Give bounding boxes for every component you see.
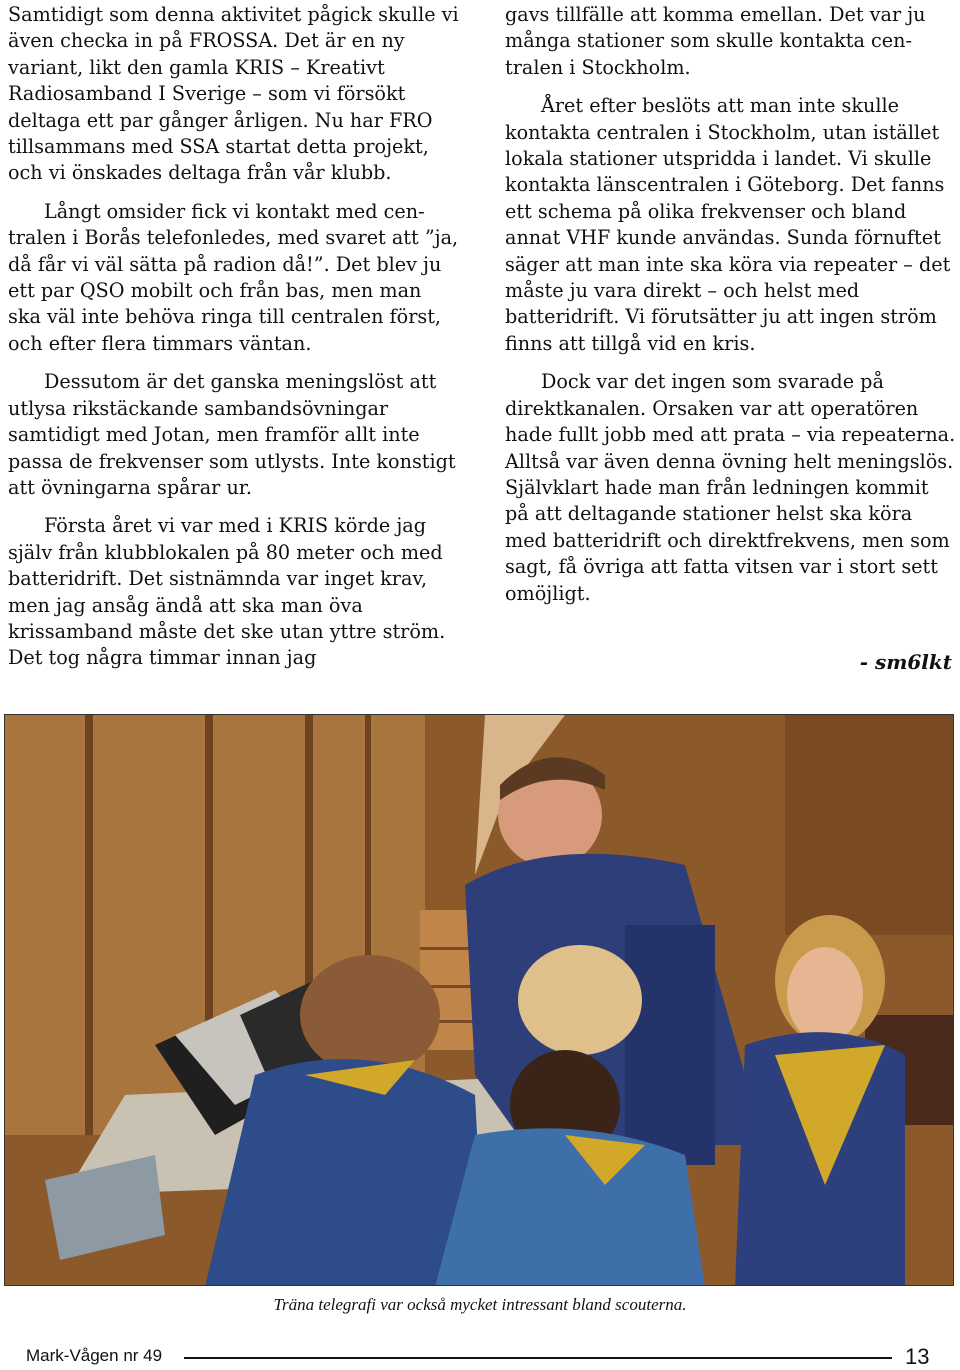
right-column bbox=[505, 2, 957, 619]
author-signature: - sm6lkt bbox=[859, 650, 952, 674]
paragraph: Första året vi var med i KRIS körde jag själv från klubblokalen på 80 meter och med batteridrift. Det sistnämnda var inget krav, men jag ansåg ändå att ska man öva krissamband måste det ske utan yttre ström. Det tog några timmar innan jag bbox=[8, 514, 446, 670]
left-column bbox=[8, 2, 460, 684]
paragraph: Dock var det ingen som svarade på direktkanalen. Orsaken var att operatören hade fullt jobb med att prata – via repeaterna. Alltså var även denna övning helt meningslös. Självklart hade man från ledningen kommit på att deltagande stationer helst ska köra med batteridrift och direktfrekvens, men som sagt, få övriga att fatta vitsen var i stort sett omöjligt. bbox=[505, 370, 956, 605]
photo-caption: Träna telegrafi var också mycket intressant bland scouterna. bbox=[273, 1295, 687, 1314]
paragraph: Dessutom är det ganska meningslöst att utlysa rikstäckande sambandsövningar samtidigt med Jotan, men framför allt inte passa de frekvenser som utlysts. Inte konstigt att övningarna spårar ur. bbox=[8, 370, 456, 499]
page-number: 13 bbox=[905, 1344, 930, 1369]
paragraph: Året efter beslöts att man inte skulle kontakta centralen i Stockholm, utan istället lokala stationer utspridda i landet. Vi skulle kontakta länscentralen i Göteborg. Det fanns ett schema på olika frekvenser och bland annat VHF kunde användas. Sunda förnuftet säger att man inte ska köra via repeater – det måste ju vara direkt – och helst med batteridrift. Vi förutsätter ju att ingen ström finns att tillgå vid en kris. bbox=[505, 94, 951, 355]
paragraph: Samtidigt som denna aktivitet pågick skulle vi även checka in på FROSSA. Det är en ny variant, likt den gamla KRIS – Kreativt Radiosamband I Sverige – som vi försökt deltaga ett par gånger årligen. Nu har FRO tillsammans med SSA startat detta projekt, och vi önskades deltaga från vår klubb. bbox=[8, 3, 459, 185]
paragraph: gavs tillfälle att komma emellan. Det var ju många stationer som skulle kontakta centralen i Stockholm. bbox=[505, 3, 926, 79]
paragraph: Långt omsider fick vi kontakt med centralen i Borås telefonledes, med svaret att ”ja, då får vi väl sätta på radion då!”. Det blev ju ett par QSO mobilt och från bas, men man ska väl inte behöva ringa till centralen först, och efter flera timmars väntan. bbox=[8, 199, 459, 355]
publication-name: Mark-Vågen nr 49 bbox=[26, 1346, 163, 1365]
footer-divider bbox=[184, 1357, 892, 1359]
scouts-telegraphy-photo bbox=[4, 714, 954, 1286]
